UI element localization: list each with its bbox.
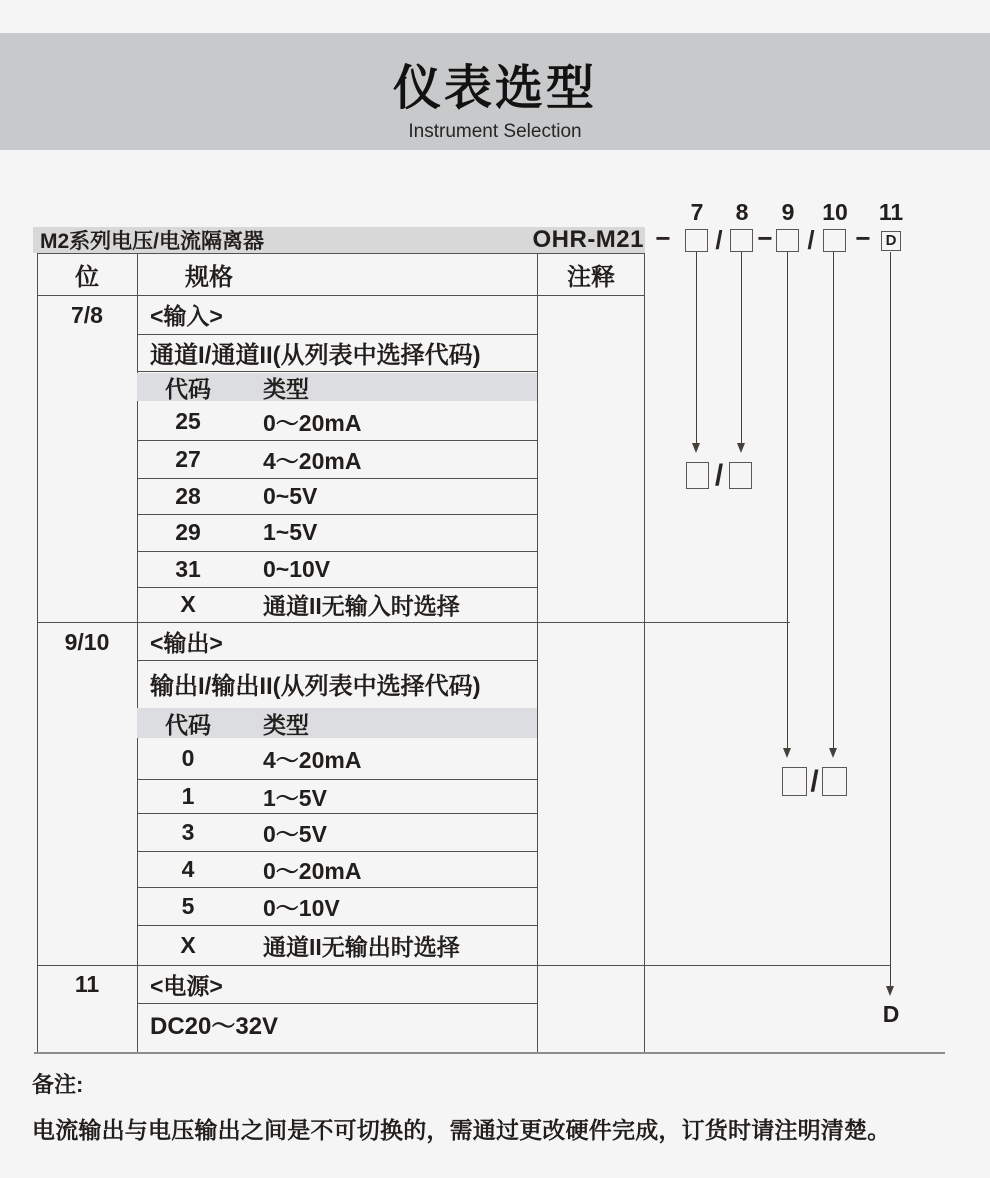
title-banner (0, 33, 990, 150)
code-value: X (180, 591, 196, 617)
code-box-digit-11-power (881, 231, 901, 251)
remarks-text: 电流输出与电压输出之间是不可切换的，需通过更改硬件完成，订货时请注明清楚。 (32, 1117, 891, 1143)
slash-separator: / (715, 225, 723, 255)
digit-label-9: 9 (781, 199, 795, 225)
type-value: 0～5V (263, 820, 327, 847)
code-row (137, 551, 537, 587)
slash-separator: / (810, 765, 819, 798)
remarks-label: 备注: (32, 1072, 84, 1097)
power-supply-value: DC20～32V (150, 1012, 279, 1040)
type-column-label: 类型 (263, 375, 309, 402)
arrowhead-digit-10 (829, 748, 837, 758)
type-value: 1~5V (263, 519, 318, 545)
code-box-digit-10 (823, 229, 846, 252)
code-row (137, 851, 537, 887)
dash-separator: − (655, 223, 671, 253)
section-subheading: 通道I/通道II(从列表中选择代码) (150, 342, 481, 369)
type-value: 4～20mA (263, 747, 362, 773)
code-row (137, 440, 537, 478)
position-label: 11 (74, 971, 100, 997)
digit-label-10: 10 (822, 199, 848, 225)
position-label: 7/8 (71, 301, 103, 328)
code-value: 31 (175, 555, 201, 582)
code-value: 3 (181, 818, 195, 845)
slash-separator: / (714, 459, 724, 492)
code-row (137, 887, 537, 925)
type-value: 4～20mA (263, 447, 362, 474)
column-header-note: 注释 (567, 263, 615, 291)
arrowhead-digit-7 (692, 443, 700, 453)
code-column-label: 代码 (165, 375, 211, 402)
product-model-band (33, 227, 645, 253)
leader-line-digit-8 (741, 252, 742, 444)
code-value: 5 (181, 892, 195, 919)
code-value: 29 (175, 519, 201, 545)
output-channel-2-box (822, 767, 847, 796)
code-row (137, 925, 537, 965)
power-code-callout: D (882, 1001, 900, 1027)
type-value: 通道II无输出时选择 (263, 933, 460, 960)
table-bottom-rule (34, 1052, 945, 1054)
digit-label-11: 11 (878, 199, 904, 225)
section-heading: <电源> (150, 973, 223, 999)
code-type-header-row (137, 708, 537, 738)
code-value: 28 (175, 482, 201, 509)
type-value: 0～20mA (263, 409, 362, 436)
input-channel-2-box (729, 462, 752, 489)
code-row (137, 587, 537, 622)
model-prefix: OHR-M21 (532, 226, 644, 253)
leader-line-digit-9 (787, 252, 788, 749)
output-channel-1-box (782, 767, 807, 796)
column-divider-spec-note (537, 253, 538, 1053)
leader-line-digit-7 (696, 252, 697, 444)
arrowhead-digit-11 (886, 986, 894, 996)
product-family-label: M2系列电压/电流隔离器 (40, 230, 265, 253)
leader-line-digit-11 (890, 252, 891, 987)
code-box-digit-8 (730, 229, 753, 252)
code-type-header-row (137, 373, 537, 401)
code-value: X (180, 931, 196, 958)
code-value: 1 (181, 782, 195, 809)
code-value: 25 (175, 407, 201, 434)
column-header-spec: 规格 (185, 263, 233, 291)
input-channel-1-box (686, 462, 709, 489)
digit-label-7: 7 (690, 199, 704, 225)
column-header-pos: 位 (75, 263, 99, 291)
leader-line-digit-10 (833, 252, 834, 749)
section-heading: <输入> (150, 303, 223, 329)
code-box-digit-7 (685, 229, 708, 252)
code-row (137, 402, 537, 440)
dash-separator: − (855, 223, 871, 253)
code-box-digit-9 (776, 229, 799, 252)
digit-label-8: 8 (735, 199, 749, 225)
code-row (137, 478, 537, 514)
code-row (137, 738, 537, 779)
code-row (137, 813, 537, 851)
table-right-border (644, 253, 645, 1053)
dash-separator: − (757, 223, 773, 253)
code-row (137, 514, 537, 551)
page-subtitle: Instrument Selection (408, 121, 582, 142)
arrowhead-digit-9 (783, 748, 791, 758)
type-value: 0~10V (263, 555, 331, 582)
section-heading: <输出> (150, 629, 223, 656)
code-column-label: 代码 (165, 711, 211, 738)
power-code-value: D (885, 232, 897, 249)
position-label: 9/10 (64, 628, 110, 655)
type-value: 0~5V (263, 482, 318, 509)
slash-separator: / (807, 225, 815, 255)
page-title: 仪表选型 (392, 62, 597, 115)
code-value: 27 (175, 445, 201, 472)
code-value: 0 (181, 745, 195, 771)
code-value: 4 (181, 855, 195, 882)
type-value: 0～20mA (263, 857, 362, 884)
type-value: 1～5V (263, 784, 327, 811)
section-subheading: 输出I/输出II(从列表中选择代码) (150, 673, 481, 700)
type-column-label: 类型 (263, 711, 309, 738)
type-value: 0～10V (263, 894, 340, 921)
type-value: 通道II无输入时选择 (263, 593, 460, 619)
arrowhead-digit-8 (737, 443, 745, 453)
code-row (137, 779, 537, 813)
